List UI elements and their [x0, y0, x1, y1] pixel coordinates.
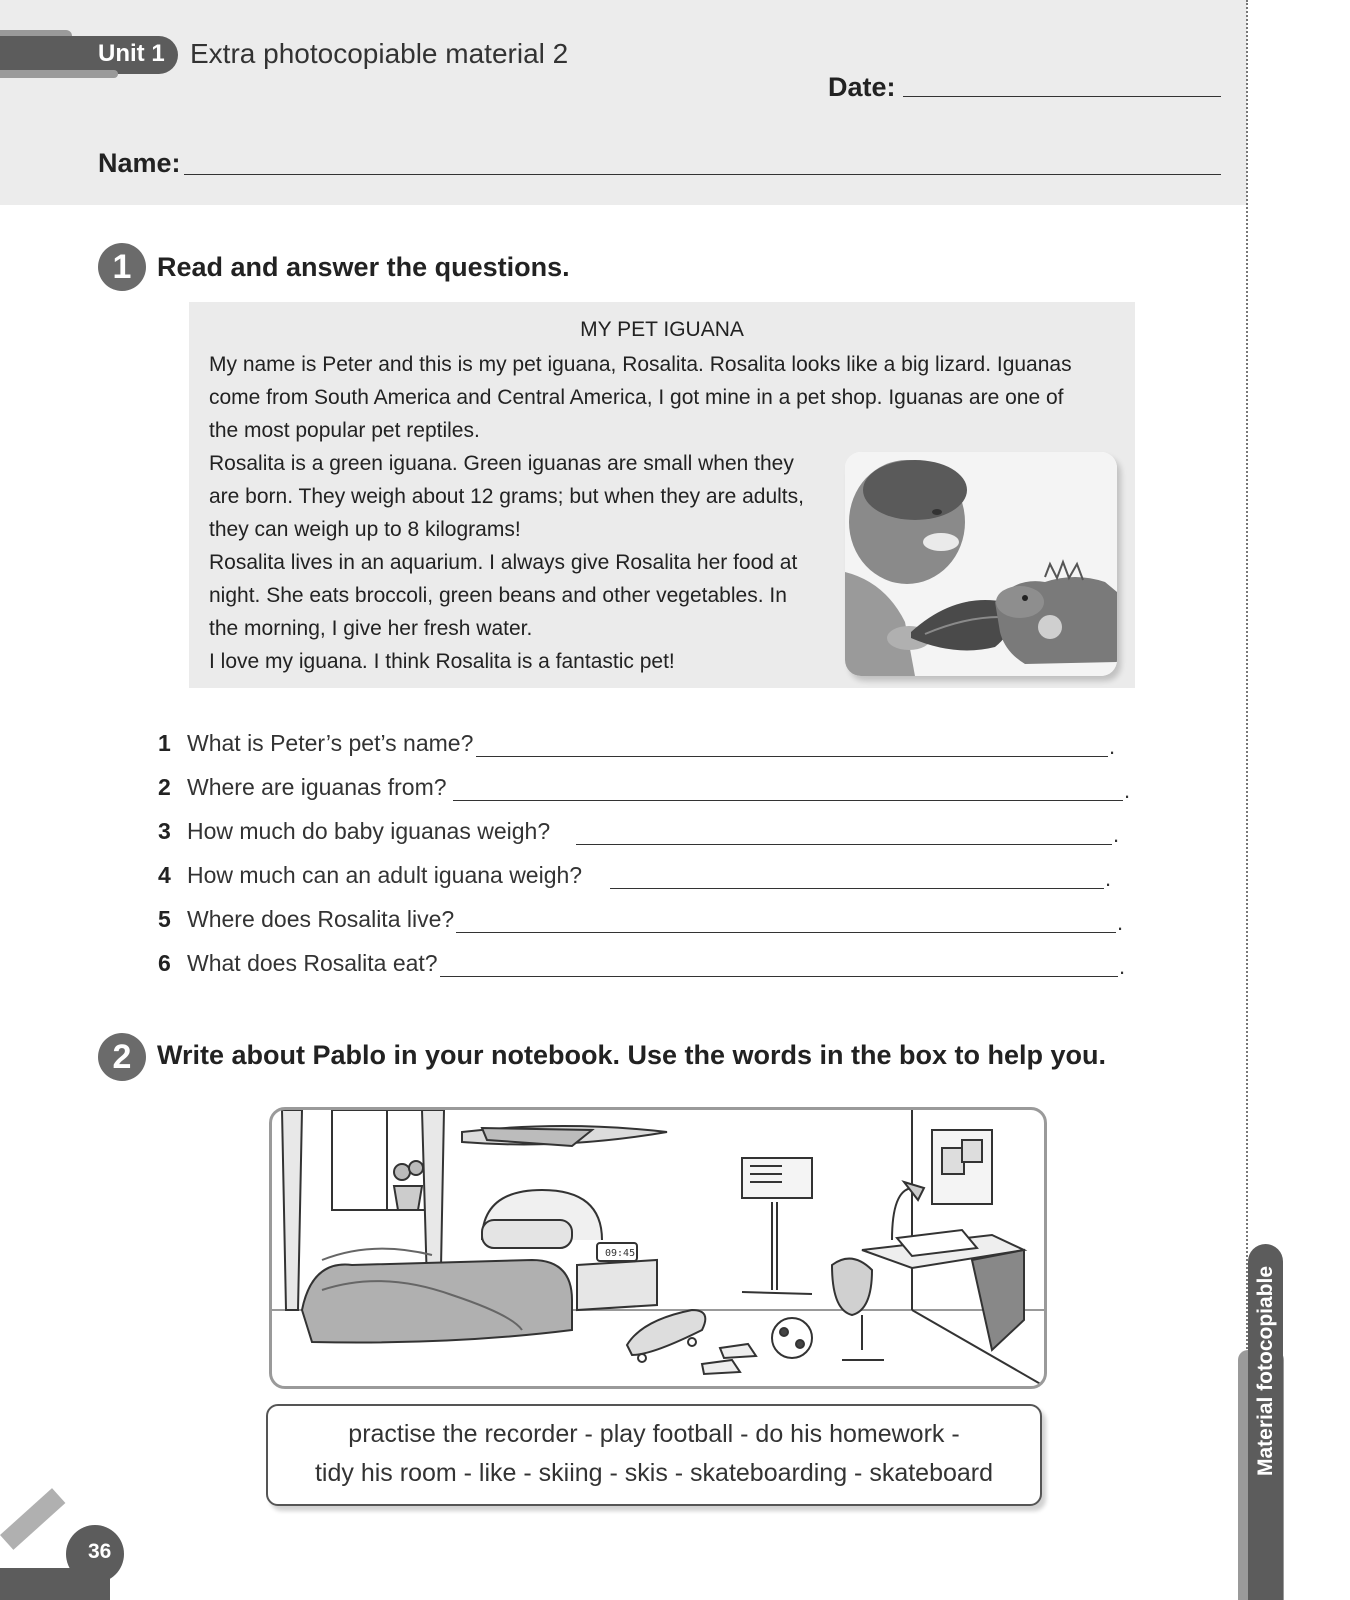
reading-line: the most popular pet reptiles.	[209, 419, 480, 442]
word-box	[266, 1404, 1042, 1506]
page-number: 36	[88, 1540, 112, 1563]
word-box-line-1: practise the recorder - play football - do his homework -	[348, 1420, 960, 1448]
period: .	[1124, 778, 1131, 803]
question-number: 2	[158, 774, 171, 800]
question-text: Where are iguanas from?	[187, 774, 447, 800]
reading-line: are born. They weigh about 12 grams; but when they are adults,	[209, 485, 804, 508]
question-number: 3	[158, 818, 171, 844]
answer-field[interactable]	[476, 756, 1108, 757]
reading-line: My name is Peter and this is my pet iguana, Rosalita. Rosalita looks like a big lizard. Iguanas	[209, 353, 1072, 376]
clock-display: 09:45	[605, 1248, 636, 1259]
reading-line: Rosalita is a green iguana. Green iguanas are small when they	[209, 452, 794, 475]
question-number: 1	[158, 730, 171, 756]
period: .	[1119, 954, 1126, 979]
question-number: 6	[158, 950, 171, 976]
question-row	[158, 730, 1118, 764]
unit-tab-shadow	[0, 70, 118, 78]
question-text: Where does Rosalita live?	[187, 906, 455, 932]
bedroom-illustration	[272, 1110, 1044, 1386]
boy-iguana-illustration	[845, 452, 1117, 676]
reading-line: night. She eats broccoli, green beans and other vegetables. In	[209, 584, 787, 607]
question-number: 4	[158, 862, 171, 888]
reading-paragraph-2	[209, 447, 839, 678]
page-title: Extra photocopiable material 2	[190, 38, 569, 69]
name-field[interactable]	[184, 174, 1221, 175]
answer-field[interactable]	[440, 976, 1118, 977]
period: .	[1117, 910, 1124, 935]
question-number: 5	[158, 906, 171, 932]
unit-label: Unit 1	[98, 40, 165, 67]
exercise-1-number: 1	[98, 243, 146, 291]
name-label: Name:	[98, 148, 181, 178]
question-text: How much can an adult iguana weigh?	[187, 862, 583, 888]
reading-box	[189, 302, 1135, 688]
answer-field[interactable]	[453, 800, 1123, 801]
period: .	[1105, 866, 1112, 891]
answer-field[interactable]	[610, 888, 1104, 889]
date-field[interactable]	[903, 96, 1221, 97]
exercise-2-instruction: Write about Pablo in your notebook. Use the words in the box to help you.	[157, 1040, 1107, 1070]
question-text: What is Peter’s pet’s name?	[187, 730, 474, 756]
question-row	[158, 906, 1123, 940]
question-row	[158, 862, 1118, 896]
bedroom-illustration-box	[269, 1107, 1047, 1389]
reading-line: I love my iguana. I think Rosalita is a fantastic pet!	[209, 650, 675, 673]
reading-line: come from South America and Central America, I got mine in a pet shop. Iguanas are one of	[209, 386, 1064, 409]
date-label: Date:	[828, 72, 896, 102]
question-text: What does Rosalita eat?	[187, 950, 438, 976]
answer-field[interactable]	[456, 932, 1116, 933]
question-row	[158, 950, 1126, 984]
reading-line: the morning, I give her fresh water.	[209, 617, 533, 640]
question-row	[158, 818, 1118, 852]
question-row	[158, 774, 1133, 808]
exercise-1-instruction: Read and answer the questions.	[157, 252, 570, 282]
reading-paragraph-1	[209, 348, 1119, 447]
period: .	[1109, 734, 1116, 759]
question-text: How much do baby iguanas weigh?	[187, 818, 551, 844]
reading-line: Rosalita lives in an aquarium. I always give Rosalita her food at	[209, 551, 798, 574]
exercise-2-number: 2	[98, 1033, 146, 1081]
reading-title: MY PET IGUANA	[580, 318, 744, 341]
reading-line: they can weigh up to 8 kilograms!	[209, 518, 521, 541]
side-tab-label: Material fotocopiable	[1254, 1265, 1277, 1477]
boy-with-iguana-photo	[845, 452, 1117, 676]
answer-field[interactable]	[576, 844, 1112, 845]
page-corner-stripe	[0, 1488, 65, 1550]
word-box-line-2: tidy his room - like - skiing - skis - skateboarding - skateboard	[314, 1459, 994, 1487]
period: .	[1113, 822, 1120, 847]
